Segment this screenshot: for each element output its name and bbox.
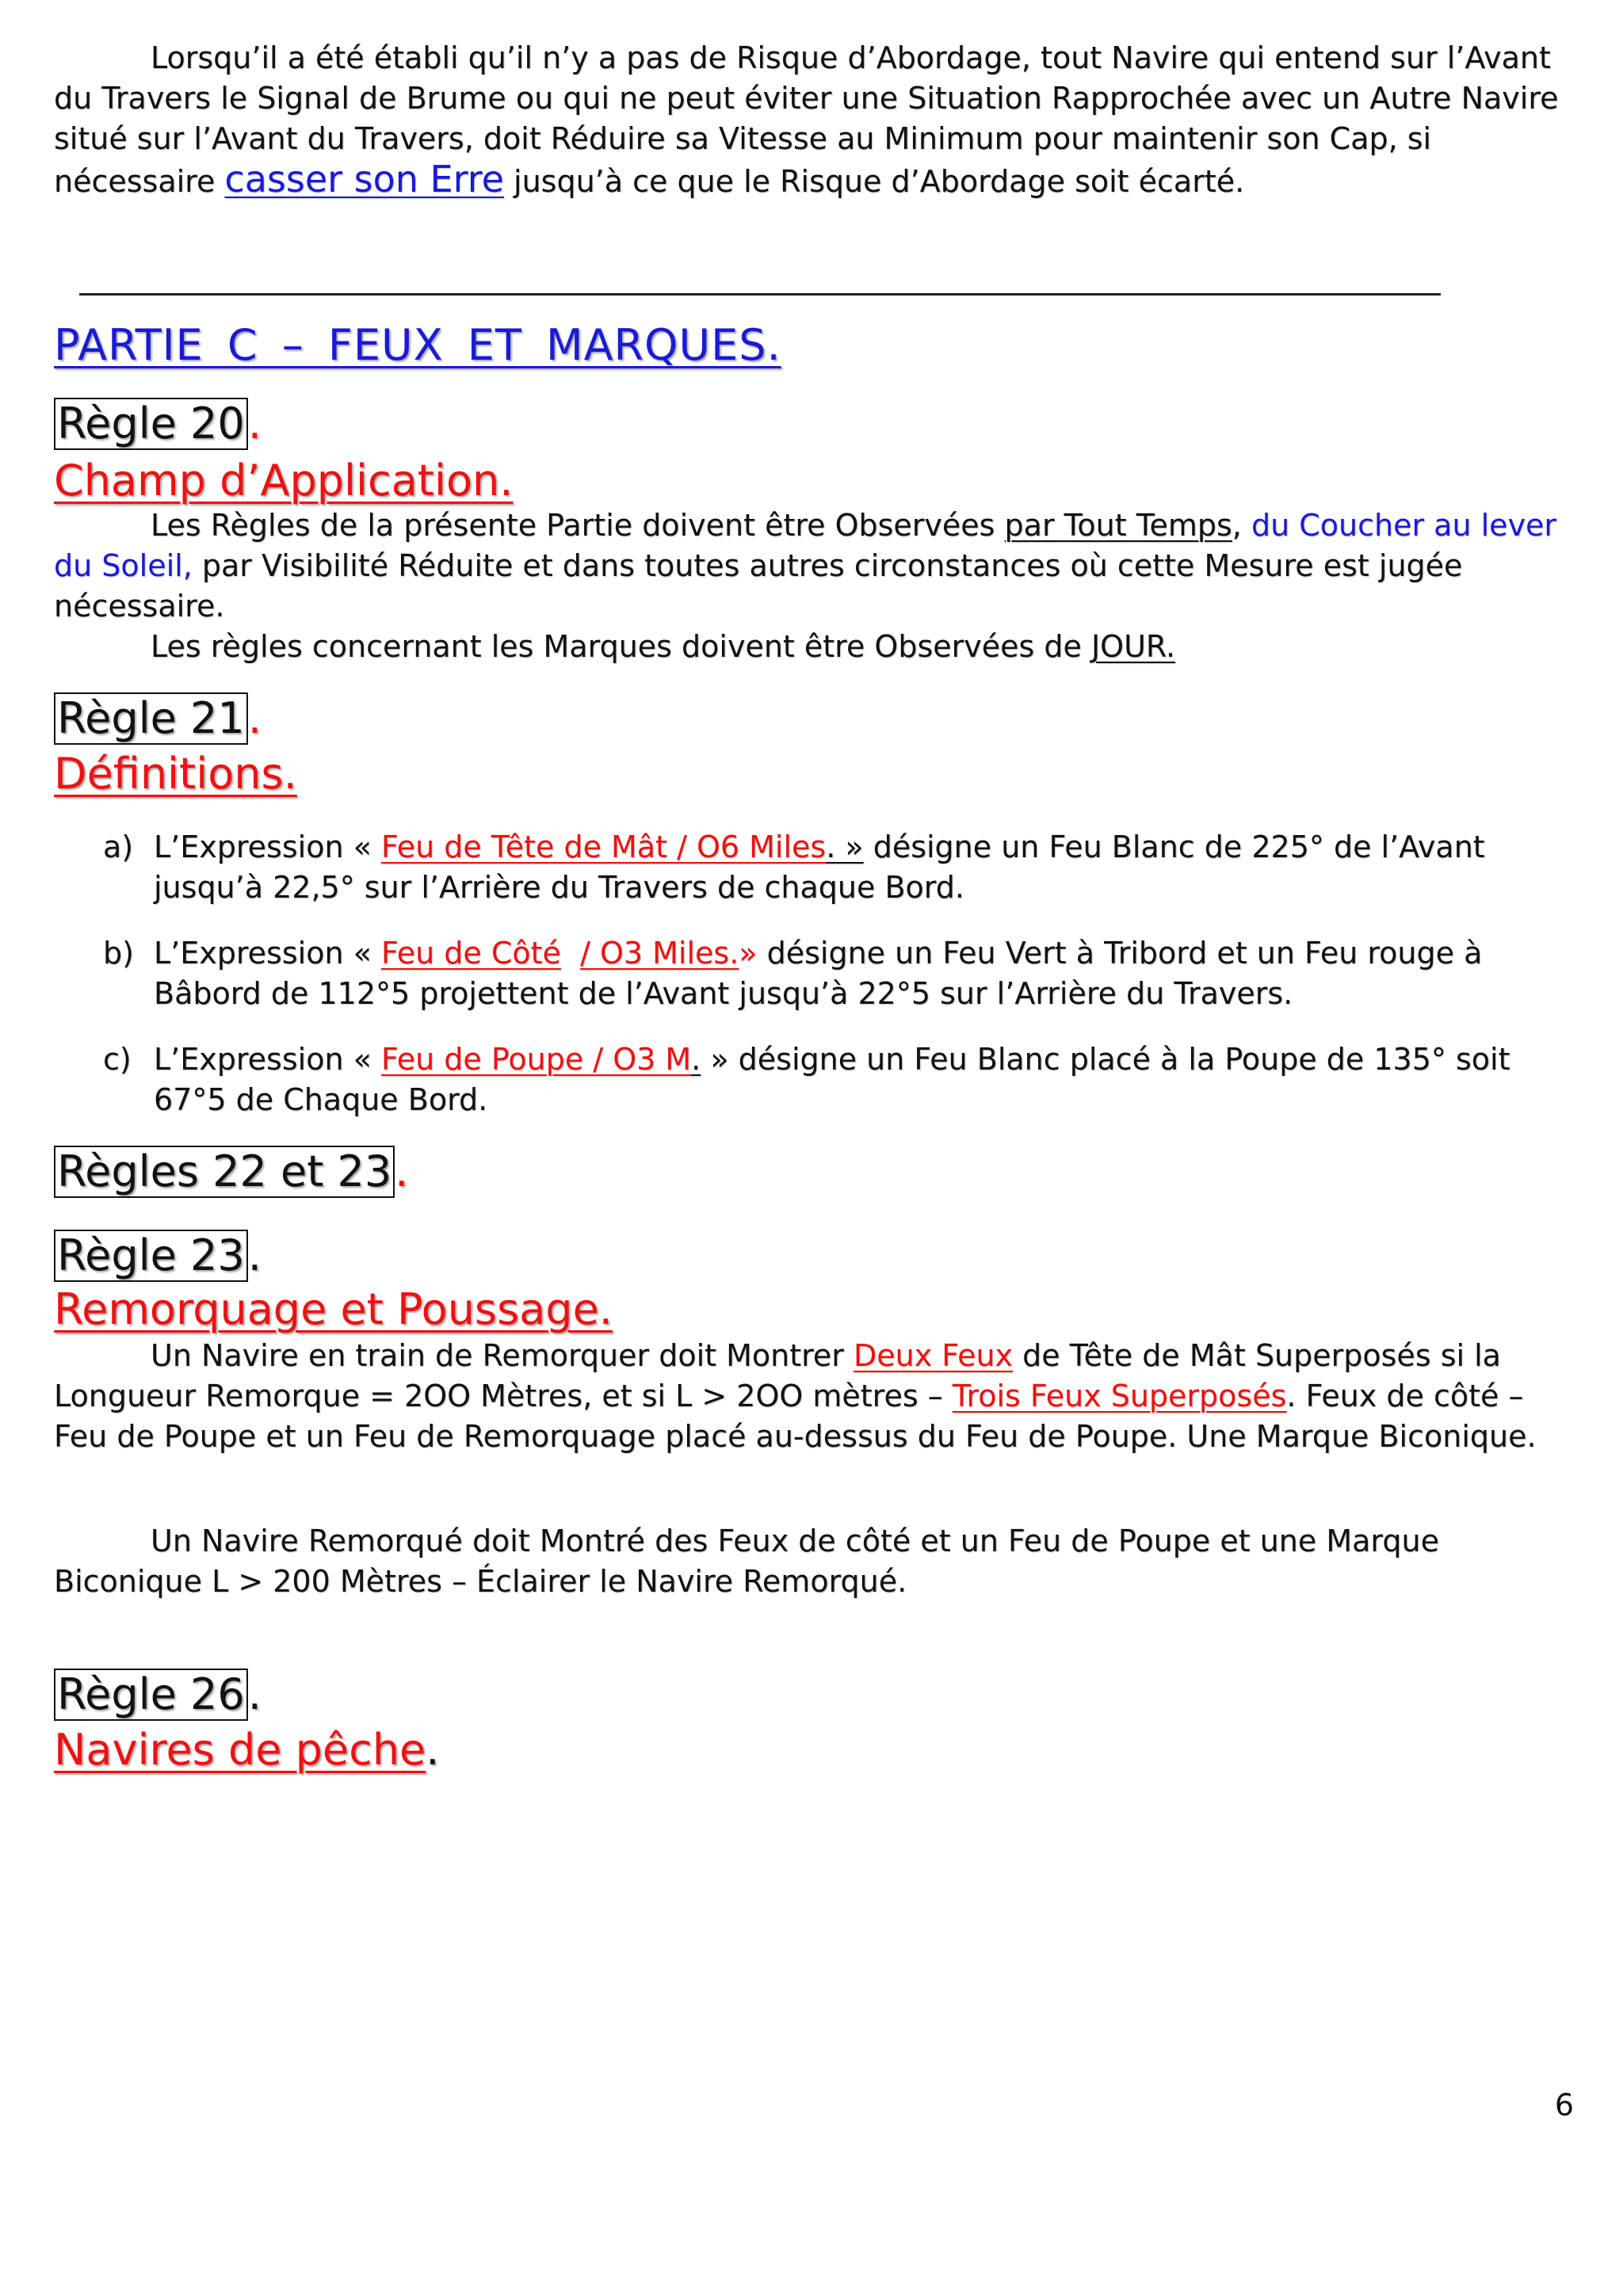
- regle-23-p1-red-1: Deux Feux: [854, 1338, 1014, 1373]
- regle-26-subtitle-text: Navires de pêche: [54, 1725, 426, 1775]
- regle-23-p1-text-1: Un Navire en train de Remorquer doit Montrer: [151, 1338, 854, 1373]
- item-b-red: Feu de Côté: [380, 936, 561, 971]
- regle-20-p1-text-3: par Visibilité Réduite et dans toutes autres circonstances où cette Mesure est jugée nécessaire.: [54, 548, 1463, 624]
- regle-26-subtitle-dot: .: [426, 1725, 440, 1775]
- regles-22-23-dot: .: [395, 1146, 409, 1196]
- intro-text-2: jusqu’à ce que le Risque d’Abordage soit écarté.: [503, 164, 1245, 199]
- list-item-b: [103, 933, 1577, 1014]
- item-b-quote: »: [739, 936, 758, 971]
- regle-26-dot: .: [247, 1669, 262, 1719]
- regle-20-subtitle: Champ d’Application.: [54, 456, 514, 505]
- regle-20-p1-text-2: ,: [1232, 508, 1251, 543]
- regle-23-dot: .: [247, 1230, 262, 1280]
- regle-26-number: Règle 26: [54, 1669, 248, 1721]
- regles-22-23-heading: [54, 1146, 408, 1198]
- list-marker-b: b): [103, 936, 134, 971]
- list-item-a: [103, 827, 1577, 908]
- item-b-text-1: L’Expression «: [154, 936, 381, 971]
- item-c-text-1: L’Expression «: [154, 1042, 381, 1077]
- item-a-red: Feu de Tête de Mât / O6 Miles: [380, 830, 827, 864]
- regle-20-p2-underlined: JOUR.: [1090, 629, 1176, 664]
- regles-22-23-number: Règles 22 et 23: [54, 1146, 395, 1198]
- regle-20-paragraph-2: [54, 627, 1575, 667]
- regle-23-p1-text-2: de Tête de Mât Superposés si la Longueur Remorque = 2OO Mètres, et si L > 2OO mètres –: [54, 1338, 1501, 1413]
- list-marker-a: a): [103, 830, 134, 864]
- regle-26-heading: [54, 1669, 262, 1721]
- item-a-underlined: . »: [826, 830, 864, 864]
- regle-20-p1-underlined: par Tout Temps: [1004, 508, 1232, 543]
- casser-son-erre-link[interactable]: casser son Erre: [224, 158, 504, 200]
- regle-21-number: Règle 21: [54, 692, 248, 745]
- item-c-text-2: » désigne un Feu Blanc placé à la Poupe de 135° soit 67°5 de Chaque Bord.: [154, 1042, 1510, 1117]
- regle-23-subtitle: Remorquage et Poussage.: [54, 1284, 613, 1334]
- regle-23-p2-text: Un Navire Remorqué doit Montré des Feux de côté et un Feu de Poupe et une Marque Biconique L > 200 Mètres – Éclairer le Navire Remorqué.: [54, 1524, 1439, 1599]
- regle-23-number: Règle 23: [54, 1230, 248, 1282]
- intro-text-1: Lorsqu’il a été établi qu’il n’y a pas de Risque d’Abordage, tout Navire qui entend sur l’Avant du Travers le Signal de Brume ou qui ne peut éviter une Situation Rapprochée avec un Autre Navire situé sur l’Avant du Travers, doit Réduire sa Vitesse au Minimum pour maintenir son Cap, si nécessaire: [54, 40, 1559, 199]
- item-a-text-1: L’Expression «: [154, 830, 381, 864]
- regle-21-heading: [54, 692, 262, 745]
- regle-23-p1-text-3: . Feux de côté – Feu de Poupe et un Feu de Remorquage placé au-dessus du Feu de Poupe. Une Marque Biconique.: [54, 1379, 1537, 1454]
- intro-paragraph: [54, 38, 1575, 202]
- regle-23-paragraph-1: [54, 1336, 1575, 1457]
- regle-21-dot: .: [247, 693, 262, 743]
- list-item-c: [103, 1039, 1577, 1120]
- item-b-mid: [561, 936, 580, 971]
- regle-20-p1-blue: du Coucher au lever du Soleil,: [54, 508, 1557, 583]
- regle-23-p1-red-2: Trois Feux Superposés: [952, 1379, 1287, 1413]
- list-marker-c: c): [103, 1042, 132, 1077]
- item-b-text-2: désigne un Feu Vert à Tribord et un Feu rouge à Bâbord de 112°5 projettent de l’Avant jusqu’à 22°5 sur l’Arrière du Travers.: [154, 936, 1483, 1011]
- item-b-red-2: / O3 Miles.: [580, 936, 739, 971]
- regle-20-heading: [54, 398, 262, 450]
- horizontal-divider: [79, 293, 1441, 296]
- regle-23-paragraph-2: [54, 1521, 1575, 1602]
- item-a-text-2: désigne un Feu Blanc de 225° de l’Avant jusqu’à 22,5° sur l’Arrière du Travers de chaque Bord.: [154, 830, 1485, 905]
- regle-20-paragraph-1: [54, 505, 1575, 627]
- regle-20-number: Règle 20: [54, 398, 248, 450]
- page-number: 6: [1554, 2088, 1574, 2122]
- regle-23-heading: [54, 1230, 262, 1282]
- regle-20-p2-text-1: Les règles concernant les Marques doivent être Observées de: [151, 629, 1091, 664]
- item-c-underlined: .: [691, 1042, 701, 1077]
- regle-26-subtitle: [54, 1724, 439, 1776]
- regle-20-p1-text-1: Les Règles de la présente Partie doivent être Observées: [151, 508, 1005, 543]
- regle-21-subtitle: Définitions.: [54, 749, 297, 799]
- item-c-red: Feu de Poupe / O3 M: [380, 1042, 692, 1077]
- regle-20-dot: .: [247, 399, 262, 448]
- part-c-heading[interactable]: PARTIE C – FEUX ET MARQUES.: [54, 320, 781, 370]
